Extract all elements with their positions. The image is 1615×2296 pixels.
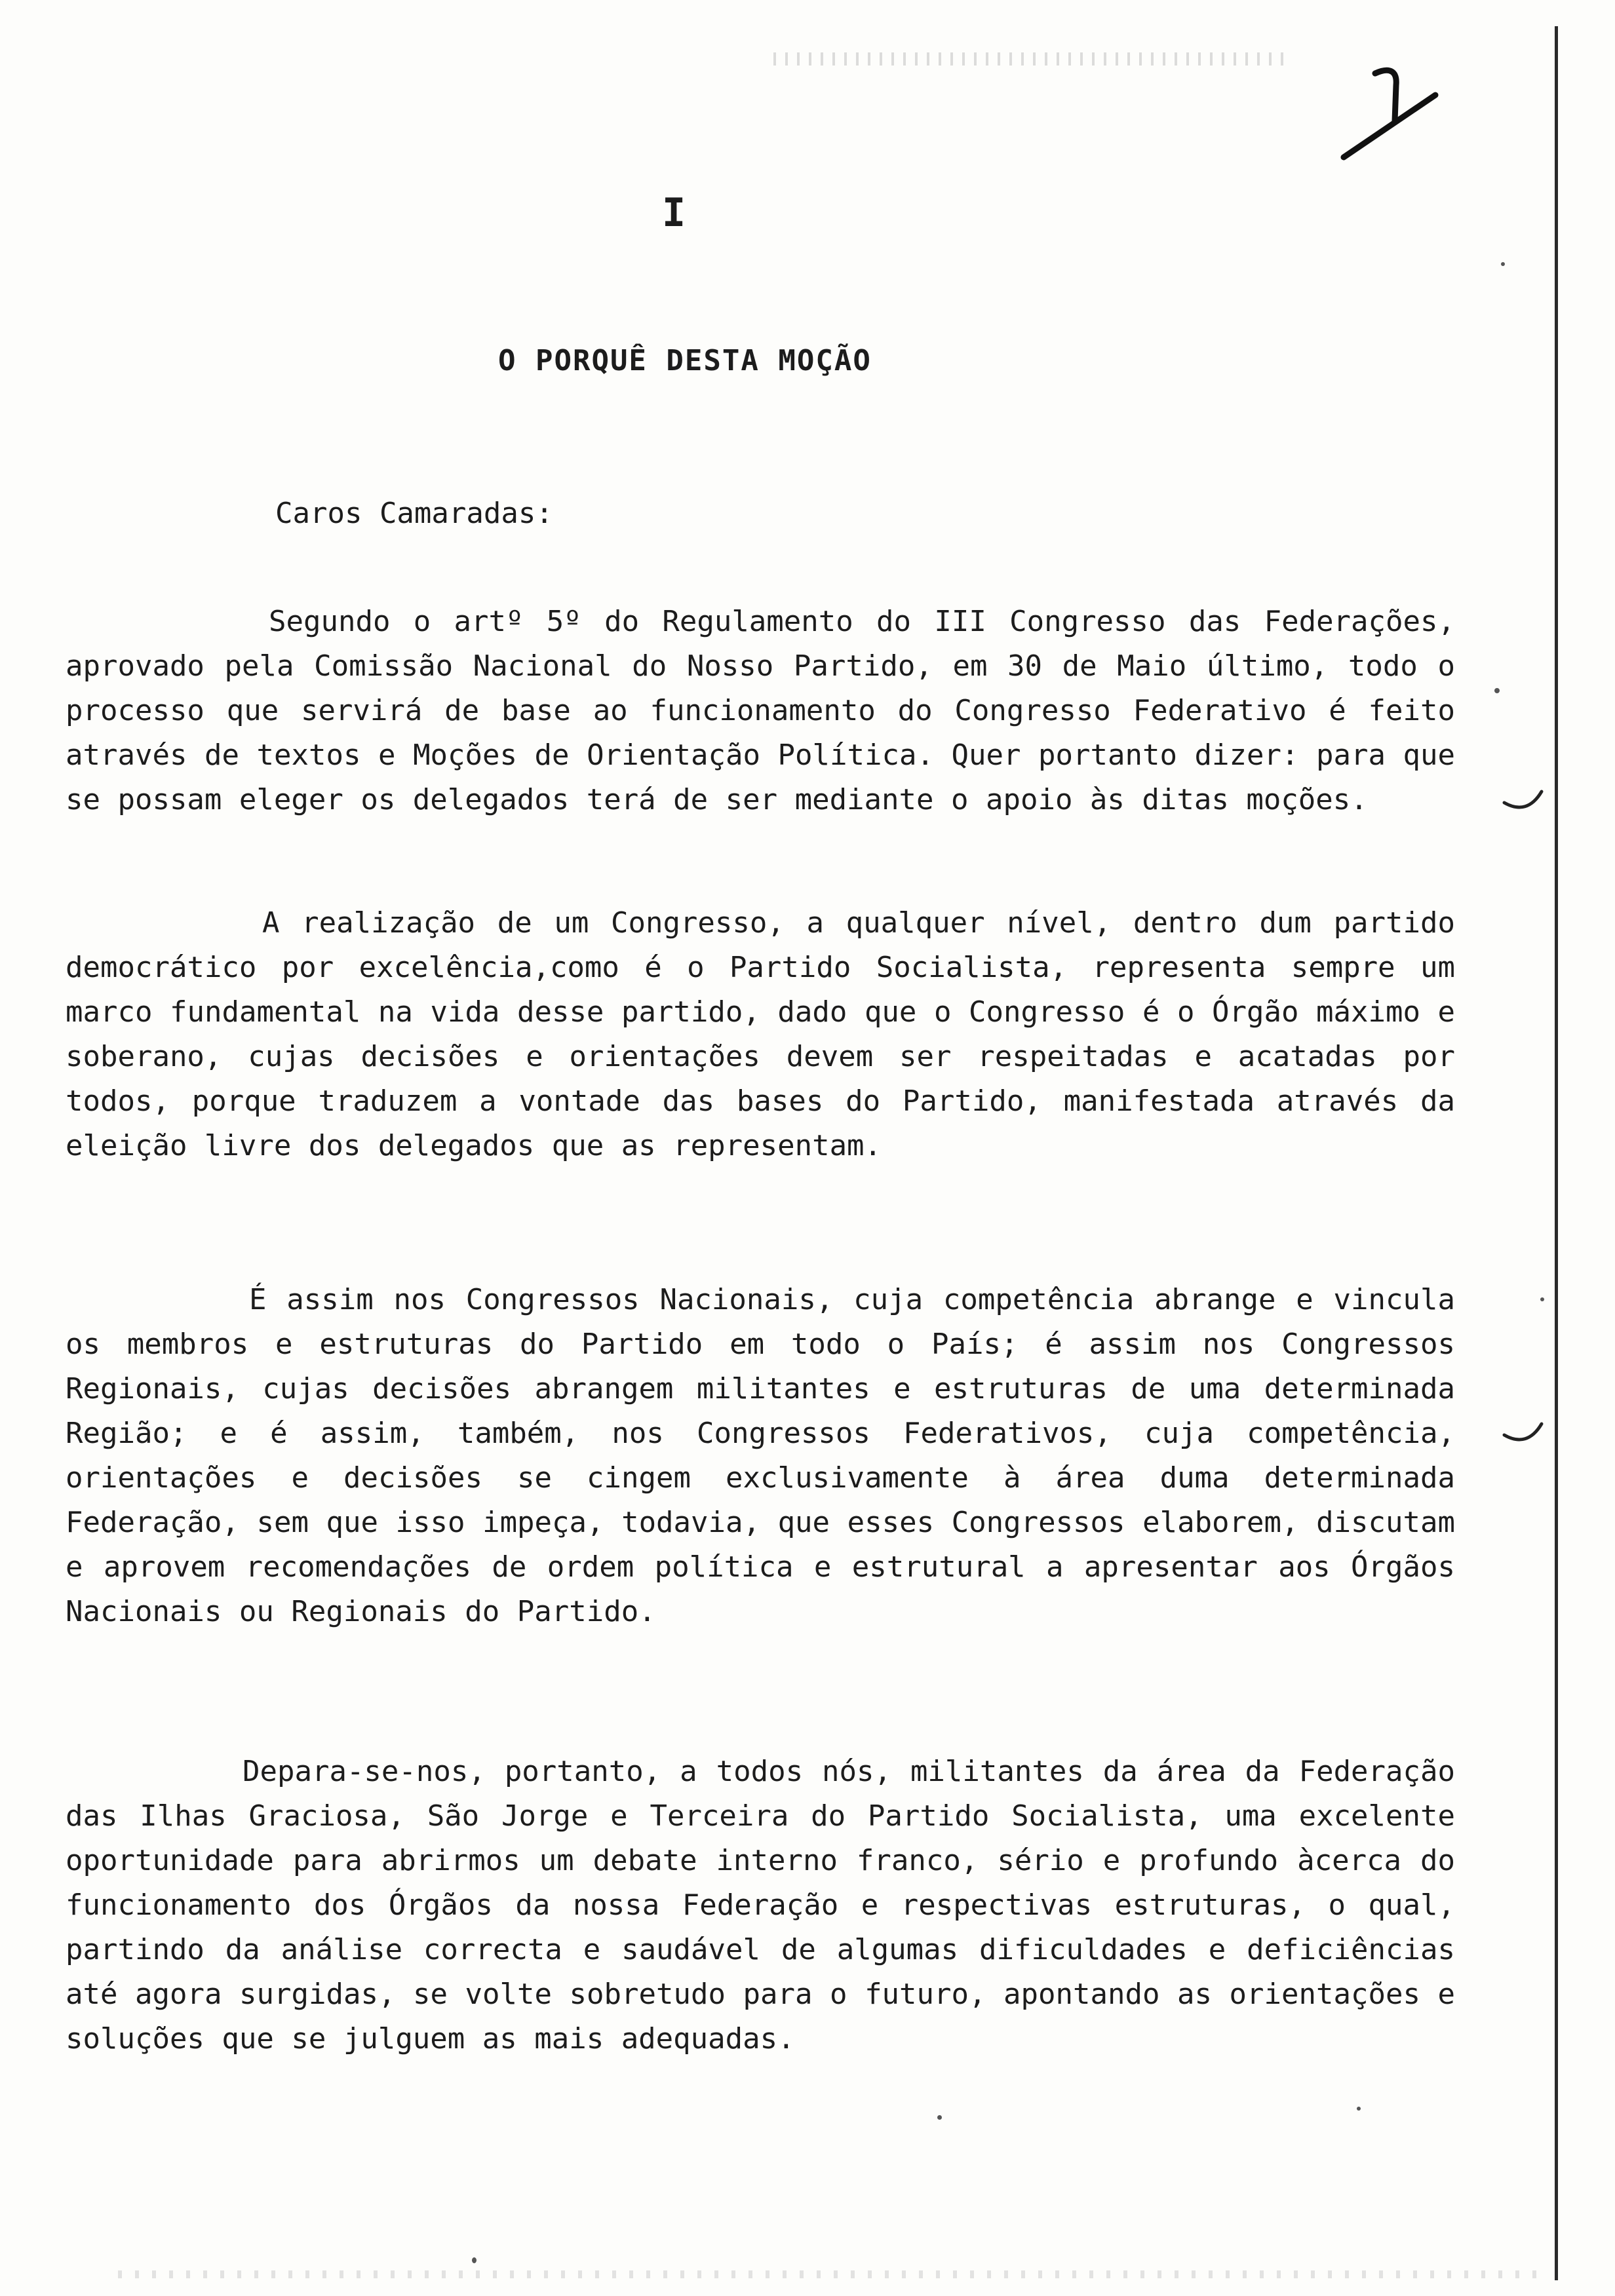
scan-speck [1357, 2107, 1361, 2111]
margin-mark-1 [1501, 786, 1547, 819]
section-numeral: I [662, 190, 686, 236]
paragraph-4: Depara-se-nos, portanto, a todos nós, militantes da área da Federação das Ilhas Graciosa, São Jorge e Terceira do Partido Socialista, uma excelente oportunidade para abrirmos um debate interno franco, sério e profundo àcerca do funcionamento dos Órgãos da nossa Federação e respectivas estruturas, o qual, partindo da análise correcta e saudável de algumas dificuldades e deficiências até agora surgidas, se volte sobretudo para o futuro, apontando as orientações e soluções que se julguem as mais adequadas. [66, 1755, 1455, 2056]
scan-speck [1501, 262, 1505, 266]
salutation: Caros Camaradas: [275, 497, 553, 530]
right-margin-line [1555, 26, 1558, 2280]
scan-speck [937, 2115, 942, 2120]
paragraph-3: É assim nos Congressos Nacionais, cuja competência abrange e vincula os membros e estruturas do Partido em todo o País; é assim nos Congressos Regionais, cujas decisões abrangem militantes e estruturas de uma determinada Região; e é assim, também, nos Congressos Federativos, cuja competência, orientações e decisões se cingem exclusivamente à área duma determinada Federação, sem que isso impeça, todavia, que esses Congressos elaborem, discutam e aprovem recomendações de ordem política e estrutural a apresentar aos Órgãos Nacionais ou Regionais do Partido. [66, 1283, 1455, 1628]
scan-speck [1494, 688, 1500, 693]
scan-speck [1540, 1297, 1544, 1301]
margin-mark-2 [1501, 1419, 1547, 1451]
document-title: O PORQUÊ DESTA MOÇÃO [498, 344, 872, 377]
paragraph-2: A realização de um Congresso, a qualquer nível, dentro dum partido democrático por excelência,como é o Partido Socialista, representa sempre um marco fundamental na vida desse partido, dado que o Congresso é o Órgão máximo e soberano, cujas decisões e orientações devem ser respeitadas e acatadas por todos, porque traduzem a vontade das bases do Partido, manifestada através da eleição livre dos delegados que as representam. [66, 906, 1455, 1162]
handwritten-page-number [1337, 59, 1442, 170]
scan-noise-bottom [118, 2270, 1547, 2278]
scan-noise-top [773, 52, 1285, 66]
scan-speck [472, 2257, 477, 2263]
paragraph-1: Segundo o artº 5º do Regulamento do III Congresso das Federações, aprovado pela Comissão Nacional do Nosso Partido, em 30 de Maio último, todo o processo que servirá de base ao funcionamento do Congresso Federativo é feito através de textos e Moções de Orientação Política. Quer portanto dizer: para que se possam eleger os delegados terá de ser mediante o apoio às ditas moções. [66, 605, 1455, 816]
